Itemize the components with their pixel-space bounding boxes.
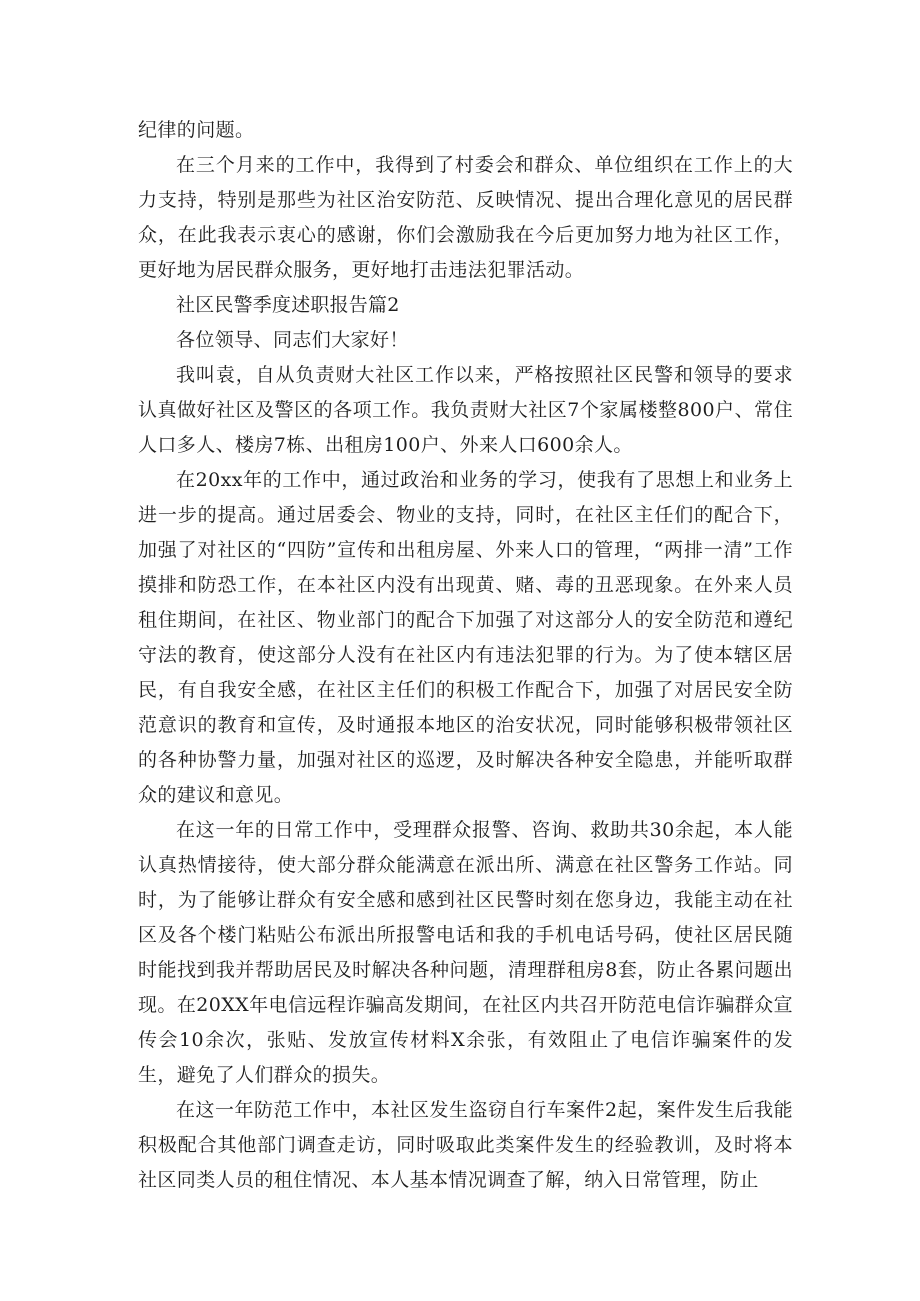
section-heading: 社区民警季度述职报告篇2	[176, 294, 400, 316]
paragraph: 在三个月来的工作中，我得到了村委会和群众、单位组织在工作上的大力支持，特别是那些为社区治安防范、反映情况、提出合理化意见的居民群众，在此我表示衷心的感谢，你们会激励我在今后更加努力地为社区工作，更好地为居民群众服务，更好地打击违法犯罪活动。	[138, 154, 793, 281]
paragraph: 在这一年的日常工作中，受理群众报警、咨询、救助共30余起，本人能认真热情接待，使大部分群众能满意在派出所、满意在社区警务工作站。同时，为了能够让群众有安全感和感到社区民警时刻在您身边，我能主动在社区及各个楼门粘贴公布派出所报警电话和我的手机电话号码，使社区居民随时能找到我并帮助居民及时解决各种问题，清理群租房8套，防止各累问题出现。在20XX年电信远程诈骗高发期间，在社区内共召开防范电信诈骗群众宣传会10余次，张贴、发放宣传材料X余张，有效阻止了电信诈骗案件的发生，避免了人们群众的损失。	[138, 819, 793, 1086]
paragraph: 在这一年防范工作中，本社区发生盗窃自行车案件2起，案件发生后我能积极配合其他部门调查走访，同时吸取此类案件发生的经验教训，及时将本社区同类人员的租住情况、本人基本情况调查了解，纳入日常管理，防止	[138, 1099, 793, 1191]
paragraph: 我叫袁，自从负责财大社区工作以来，严格按照社区民警和领导的要求认真做好社区及警区的各项工作。我负责财大社区7个家属楼整800户、常住人口多人、楼房7栋、出租房100户、外来人口600余人。	[138, 364, 793, 456]
paragraph: 在20xx年的工作中，通过政治和业务的学习，使我有了思想上和业务上进一步的提高。通过居委会、物业的支持，同时，在社区主任们的配合下，加强了对社区的“四防”宣传和出租房屋、外来人口的管理，“两排一清”工作摸排和防恐工作，在本社区内没有出现黄、赌、毒的丑恶现象。在外来人员租住期间，在社区、物业部门的配合下加强了对这部分人的安全防范和遵纪守法的教育，使这部分人没有在社区内有违法犯罪的行为。为了使本辖区居民，有自我安全感，在社区主任们的积极工作配合下，加强了对居民安全防范意识的教育和宣传，及时通报本地区的治安状况，同时能够积极带领社区的各种协警力量，加强对社区的巡逻，及时解决各种安全隐患，并能听取群众的建议和意见。	[138, 469, 793, 806]
paragraph-continuation: 纪律的问题。	[138, 119, 255, 141]
document-body	[138, 113, 793, 1198]
greeting: 各位领导、同志们大家好！	[176, 329, 409, 351]
